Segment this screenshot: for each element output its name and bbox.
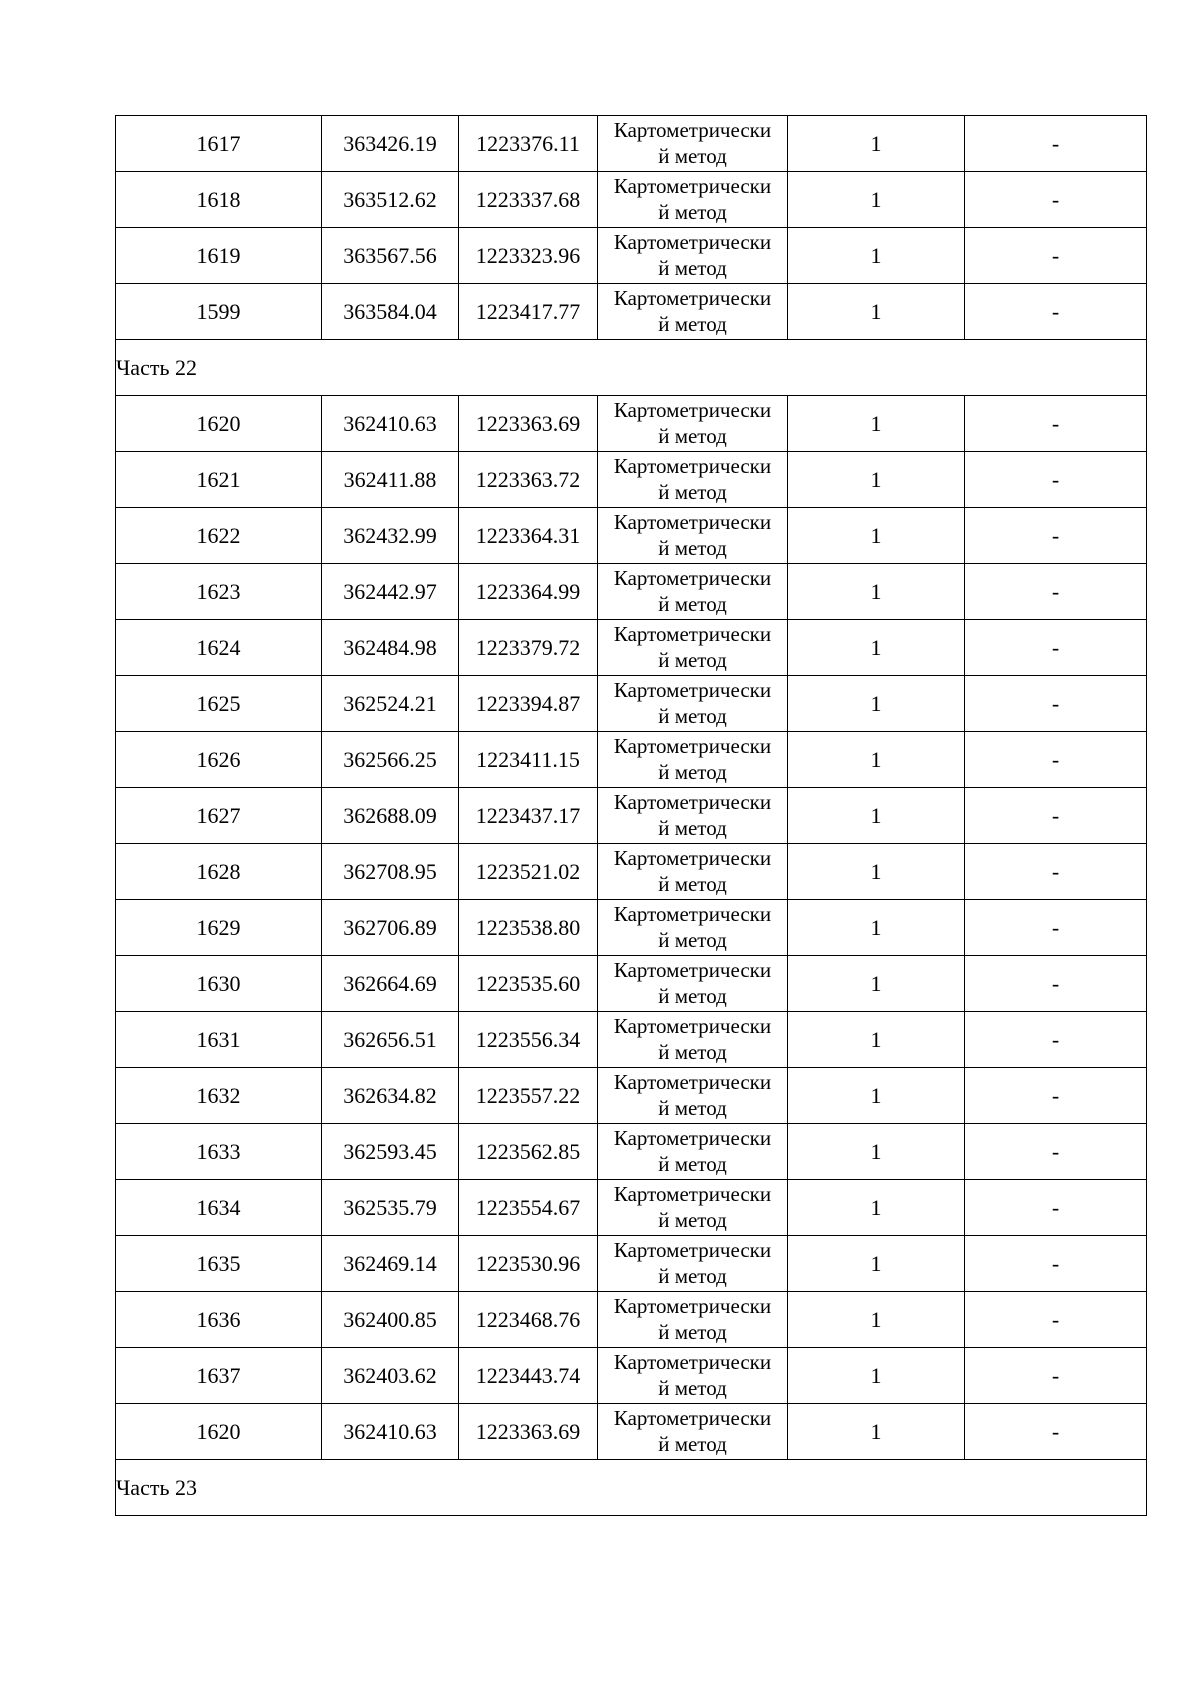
point-number-cell: 1621 — [116, 452, 322, 508]
y-coordinate-cell: 1223556.34 — [459, 1012, 598, 1068]
table-row — [116, 620, 1147, 676]
table-row — [116, 788, 1147, 844]
method-text-line: й метод — [658, 199, 727, 224]
note-cell: - — [965, 284, 1147, 340]
method-text-line: й метод — [658, 647, 727, 672]
method-text-line: Картометрически — [613, 1070, 772, 1095]
method-cell — [598, 1012, 788, 1068]
method-cell — [598, 620, 788, 676]
method-text-line: й метод — [658, 255, 727, 280]
accuracy-cell: 1 — [788, 172, 965, 228]
table-row — [116, 900, 1147, 956]
accuracy-cell: 1 — [788, 228, 965, 284]
note-cell: - — [965, 732, 1147, 788]
note-cell: - — [965, 1068, 1147, 1124]
y-coordinate-cell: 1223535.60 — [459, 956, 598, 1012]
method-cell — [598, 1180, 788, 1236]
method-text-line: Картометрически — [613, 790, 772, 815]
method-cell — [598, 1236, 788, 1292]
point-number-cell: 1599 — [116, 284, 322, 340]
section-label: Часть 22 — [116, 340, 1147, 396]
accuracy-cell: 1 — [788, 788, 965, 844]
method-text-line: Картометрически — [613, 1294, 772, 1319]
method-text-line: й метод — [658, 591, 727, 616]
y-coordinate-cell: 1223363.69 — [459, 1404, 598, 1460]
method-cell — [598, 788, 788, 844]
table-row — [116, 228, 1147, 284]
table-row — [116, 564, 1147, 620]
note-cell: - — [965, 1348, 1147, 1404]
x-coordinate-cell: 362484.98 — [322, 620, 459, 676]
method-cell — [598, 396, 788, 452]
method-text-line: Картометрически — [613, 678, 772, 703]
x-coordinate-cell: 363584.04 — [322, 284, 459, 340]
point-number-cell: 1622 — [116, 508, 322, 564]
point-number-cell: 1636 — [116, 1292, 322, 1348]
accuracy-cell: 1 — [788, 1012, 965, 1068]
note-cell: - — [965, 1012, 1147, 1068]
note-cell: - — [965, 1236, 1147, 1292]
y-coordinate-cell: 1223538.80 — [459, 900, 598, 956]
x-coordinate-cell: 362656.51 — [322, 1012, 459, 1068]
accuracy-cell: 1 — [788, 116, 965, 172]
section-row — [116, 1460, 1147, 1516]
accuracy-cell: 1 — [788, 1180, 965, 1236]
x-coordinate-cell: 362469.14 — [322, 1236, 459, 1292]
point-number-cell: 1635 — [116, 1236, 322, 1292]
method-text-line: Картометрически — [613, 566, 772, 591]
method-text-line: й метод — [658, 1319, 727, 1344]
method-text-line: й метод — [658, 927, 727, 952]
method-text-line: Картометрически — [613, 286, 772, 311]
method-cell — [598, 228, 788, 284]
accuracy-cell: 1 — [788, 1124, 965, 1180]
table-row — [116, 452, 1147, 508]
coordinates-table — [115, 115, 1147, 1516]
y-coordinate-cell: 1223530.96 — [459, 1236, 598, 1292]
y-coordinate-cell: 1223562.85 — [459, 1124, 598, 1180]
point-number-cell: 1633 — [116, 1124, 322, 1180]
method-text-line: Картометрически — [613, 846, 772, 871]
x-coordinate-cell: 362593.45 — [322, 1124, 459, 1180]
method-text-line: й метод — [658, 1151, 727, 1176]
method-cell — [598, 1292, 788, 1348]
accuracy-cell: 1 — [788, 900, 965, 956]
y-coordinate-cell: 1223379.72 — [459, 620, 598, 676]
method-text-line: Картометрически — [613, 1406, 772, 1431]
x-coordinate-cell: 363512.62 — [322, 172, 459, 228]
table-row — [116, 1068, 1147, 1124]
note-cell: - — [965, 1404, 1147, 1460]
method-text-line: Картометрически — [613, 454, 772, 479]
point-number-cell: 1619 — [116, 228, 322, 284]
method-text-line: Картометрически — [613, 398, 772, 423]
note-cell: - — [965, 228, 1147, 284]
x-coordinate-cell: 362566.25 — [322, 732, 459, 788]
x-coordinate-cell: 362403.62 — [322, 1348, 459, 1404]
method-text-line: Картометрически — [613, 510, 772, 535]
method-text-line: Картометрически — [613, 958, 772, 983]
method-text-line: Картометрически — [613, 118, 772, 143]
accuracy-cell: 1 — [788, 1404, 965, 1460]
coordinates-table-body — [116, 116, 1147, 1516]
x-coordinate-cell: 362535.79 — [322, 1180, 459, 1236]
point-number-cell: 1628 — [116, 844, 322, 900]
x-coordinate-cell: 362524.21 — [322, 676, 459, 732]
table-row — [116, 1180, 1147, 1236]
note-cell: - — [965, 844, 1147, 900]
accuracy-cell: 1 — [788, 1236, 965, 1292]
table-row — [116, 676, 1147, 732]
note-cell: - — [965, 1124, 1147, 1180]
method-text-line: й метод — [658, 871, 727, 896]
point-number-cell: 1631 — [116, 1012, 322, 1068]
table-row — [116, 1292, 1147, 1348]
method-text-line: Картометрически — [613, 230, 772, 255]
y-coordinate-cell: 1223363.69 — [459, 396, 598, 452]
table-row — [116, 1348, 1147, 1404]
method-text-line: й метод — [658, 1207, 727, 1232]
method-cell — [598, 116, 788, 172]
y-coordinate-cell: 1223364.31 — [459, 508, 598, 564]
method-cell — [598, 956, 788, 1012]
table-row — [116, 172, 1147, 228]
x-coordinate-cell: 362664.69 — [322, 956, 459, 1012]
method-text-line: Картометрически — [613, 902, 772, 927]
method-text-line: Картометрически — [613, 622, 772, 647]
y-coordinate-cell: 1223521.02 — [459, 844, 598, 900]
accuracy-cell: 1 — [788, 676, 965, 732]
note-cell: - — [965, 900, 1147, 956]
method-cell — [598, 1404, 788, 1460]
method-text-line: й метод — [658, 143, 727, 168]
table-row — [116, 1124, 1147, 1180]
point-number-cell: 1629 — [116, 900, 322, 956]
note-cell: - — [965, 1180, 1147, 1236]
method-text-line: й метод — [658, 815, 727, 840]
note-cell: - — [965, 396, 1147, 452]
method-cell — [598, 900, 788, 956]
x-coordinate-cell: 362634.82 — [322, 1068, 459, 1124]
method-text-line: й метод — [658, 759, 727, 784]
x-coordinate-cell: 362410.63 — [322, 396, 459, 452]
table-row — [116, 732, 1147, 788]
method-text-line: й метод — [658, 1095, 727, 1120]
accuracy-cell: 1 — [788, 844, 965, 900]
method-cell — [598, 676, 788, 732]
note-cell: - — [965, 676, 1147, 732]
point-number-cell: 1630 — [116, 956, 322, 1012]
y-coordinate-cell: 1223363.72 — [459, 452, 598, 508]
method-text-line: Картометрически — [613, 174, 772, 199]
note-cell: - — [965, 1292, 1147, 1348]
method-cell — [598, 284, 788, 340]
method-cell — [598, 844, 788, 900]
method-cell — [598, 508, 788, 564]
method-text-line: Картометрически — [613, 1126, 772, 1151]
table-row — [116, 1236, 1147, 1292]
point-number-cell: 1624 — [116, 620, 322, 676]
note-cell: - — [965, 564, 1147, 620]
method-text-line: Картометрически — [613, 1014, 772, 1039]
table-row — [116, 844, 1147, 900]
x-coordinate-cell: 363426.19 — [322, 116, 459, 172]
method-cell — [598, 1124, 788, 1180]
accuracy-cell: 1 — [788, 1292, 965, 1348]
section-row — [116, 340, 1147, 396]
method-cell — [598, 732, 788, 788]
method-text-line: Картометрически — [613, 1182, 772, 1207]
y-coordinate-cell: 1223394.87 — [459, 676, 598, 732]
table-row — [116, 284, 1147, 340]
table-row — [116, 396, 1147, 452]
accuracy-cell: 1 — [788, 452, 965, 508]
method-text-line: Картометрически — [613, 734, 772, 759]
point-number-cell: 1634 — [116, 1180, 322, 1236]
x-coordinate-cell: 362411.88 — [322, 452, 459, 508]
accuracy-cell: 1 — [788, 732, 965, 788]
x-coordinate-cell: 362708.95 — [322, 844, 459, 900]
note-cell: - — [965, 508, 1147, 564]
note-cell: - — [965, 172, 1147, 228]
x-coordinate-cell: 362410.63 — [322, 1404, 459, 1460]
y-coordinate-cell: 1223337.68 — [459, 172, 598, 228]
accuracy-cell: 1 — [788, 1068, 965, 1124]
y-coordinate-cell: 1223443.74 — [459, 1348, 598, 1404]
method-text-line: й метод — [658, 983, 727, 1008]
point-number-cell: 1637 — [116, 1348, 322, 1404]
accuracy-cell: 1 — [788, 956, 965, 1012]
point-number-cell: 1623 — [116, 564, 322, 620]
y-coordinate-cell: 1223417.77 — [459, 284, 598, 340]
point-number-cell: 1620 — [116, 396, 322, 452]
point-number-cell: 1625 — [116, 676, 322, 732]
y-coordinate-cell: 1223364.99 — [459, 564, 598, 620]
point-number-cell: 1627 — [116, 788, 322, 844]
method-text-line: Картометрически — [613, 1350, 772, 1375]
point-number-cell: 1632 — [116, 1068, 322, 1124]
x-coordinate-cell: 362688.09 — [322, 788, 459, 844]
accuracy-cell: 1 — [788, 620, 965, 676]
method-text-line: й метод — [658, 479, 727, 504]
method-cell — [598, 1348, 788, 1404]
y-coordinate-cell: 1223554.67 — [459, 1180, 598, 1236]
table-row — [116, 1404, 1147, 1460]
y-coordinate-cell: 1223376.11 — [459, 116, 598, 172]
note-cell: - — [965, 788, 1147, 844]
accuracy-cell: 1 — [788, 1348, 965, 1404]
y-coordinate-cell: 1223411.15 — [459, 732, 598, 788]
table-row — [116, 508, 1147, 564]
accuracy-cell: 1 — [788, 508, 965, 564]
y-coordinate-cell: 1223323.96 — [459, 228, 598, 284]
method-cell — [598, 452, 788, 508]
method-text-line: й метод — [658, 1039, 727, 1064]
note-cell: - — [965, 116, 1147, 172]
method-text-line: й метод — [658, 311, 727, 336]
point-number-cell: 1620 — [116, 1404, 322, 1460]
method-text-line: й метод — [658, 423, 727, 448]
method-cell — [598, 172, 788, 228]
y-coordinate-cell: 1223437.17 — [459, 788, 598, 844]
method-text-line: й метод — [658, 703, 727, 728]
x-coordinate-cell: 362432.99 — [322, 508, 459, 564]
point-number-cell: 1626 — [116, 732, 322, 788]
x-coordinate-cell: 363567.56 — [322, 228, 459, 284]
table-row — [116, 956, 1147, 1012]
x-coordinate-cell: 362706.89 — [322, 900, 459, 956]
note-cell: - — [965, 956, 1147, 1012]
table-row — [116, 1012, 1147, 1068]
point-number-cell: 1617 — [116, 116, 322, 172]
method-text-line: й метод — [658, 535, 727, 560]
table-row — [116, 116, 1147, 172]
x-coordinate-cell: 362442.97 — [322, 564, 459, 620]
section-label: Часть 23 — [116, 1460, 1147, 1516]
note-cell: - — [965, 620, 1147, 676]
method-cell — [598, 1068, 788, 1124]
point-number-cell: 1618 — [116, 172, 322, 228]
accuracy-cell: 1 — [788, 396, 965, 452]
method-text-line: й метод — [658, 1431, 727, 1456]
note-cell: - — [965, 452, 1147, 508]
method-cell — [598, 564, 788, 620]
accuracy-cell: 1 — [788, 564, 965, 620]
method-text-line: Картометрически — [613, 1238, 772, 1263]
x-coordinate-cell: 362400.85 — [322, 1292, 459, 1348]
method-text-line: й метод — [658, 1375, 727, 1400]
method-text-line: й метод — [658, 1263, 727, 1288]
accuracy-cell: 1 — [788, 284, 965, 340]
y-coordinate-cell: 1223468.76 — [459, 1292, 598, 1348]
y-coordinate-cell: 1223557.22 — [459, 1068, 598, 1124]
